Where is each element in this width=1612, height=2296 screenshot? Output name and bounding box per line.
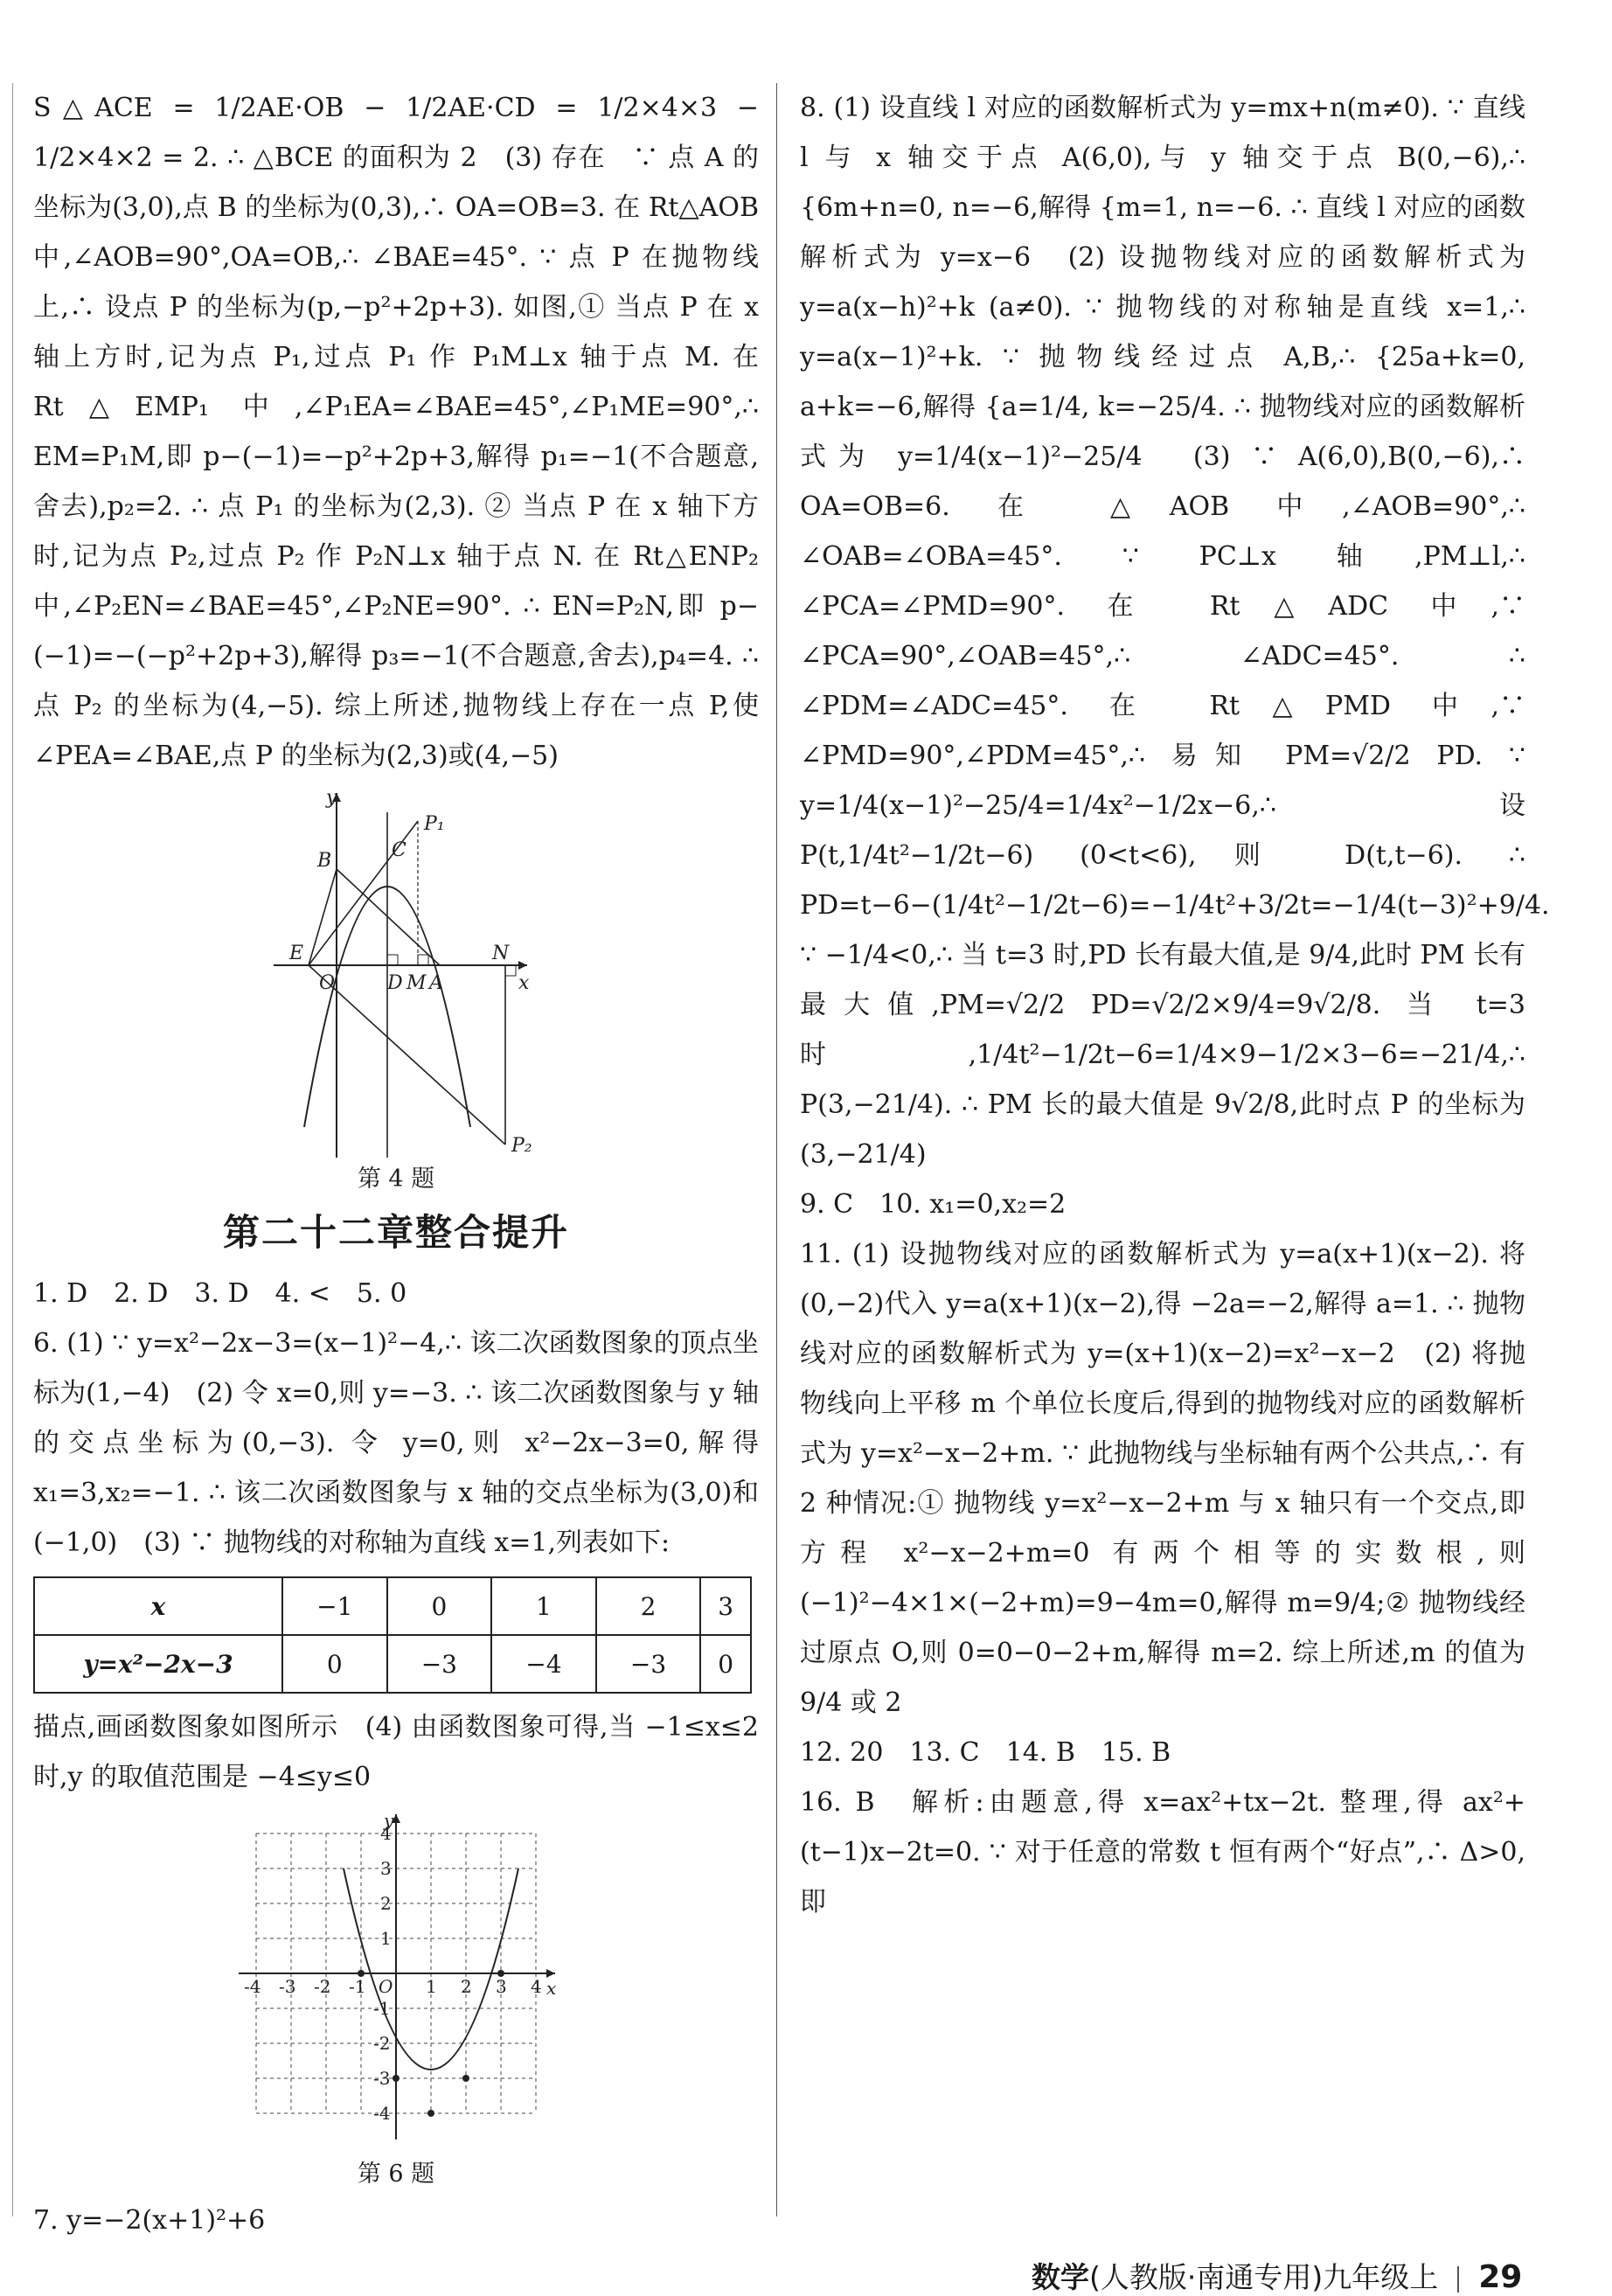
footer-grade: 九年级上 <box>1323 2260 1439 2294</box>
figure-4 <box>33 786 759 1197</box>
table-cell: −1 <box>282 1577 387 1635</box>
footer-separator <box>1457 2266 1459 2293</box>
left-margin-rule <box>12 83 13 2216</box>
chapter-title: 第二十二章整合提升 <box>222 1211 569 1254</box>
fig6-ytick: -2 <box>373 2033 391 2054</box>
fig4-label-d: D <box>387 972 403 994</box>
table-row-y <box>34 1635 751 1693</box>
q6-solution-text: 6. (1) ∵ y=x²−2x−3=(x−1)²−4,∴ 该二次函数图象的顶点坐标为(1,−4) (2) 令 x=0,则 y=−3. ∴ 该二次函数图象与 y 轴的交点坐标为(0,−3). 令 y=0,则 x²−2x−3=0,解得 x₁=3,x₂=−1. ∴ 该二次函数图象与 x 轴的交点坐标为(3,0)和(−1,0) (3) ∵ 抛物线的对称轴为直线 x=1,列表如下: <box>33 1328 759 1558</box>
footer-edition: (人教版·南通专用) <box>1089 2260 1324 2294</box>
fig4-label-x: x <box>518 972 530 994</box>
fig4-label-a: A <box>429 972 443 994</box>
fig4-label-o: O <box>319 972 336 994</box>
answers-9-10: 9. C 10. x₁=0,x₂=2 <box>800 1189 1067 1220</box>
fig6-xtick: -4 <box>244 1976 261 1997</box>
table-cell: 0 <box>282 1635 387 1693</box>
fig6-label-y: y <box>384 1810 394 1831</box>
fig6-ytick: 4 <box>380 1823 392 1844</box>
table-cell: −4 <box>491 1635 596 1693</box>
values-table <box>33 1576 752 1694</box>
fig6-xtick: 4 <box>531 1976 542 1997</box>
table-cell: y=x²−2x−3 <box>34 1635 282 1693</box>
figure-4-graph <box>256 786 536 1162</box>
page-footer <box>1032 2260 1522 2295</box>
fig6-label-o: O <box>379 1976 393 1997</box>
fig4-label-y: y <box>326 787 337 809</box>
q6-continued-text: 描点,画函数图象如图所示 (4) 由函数图象可得,当 −1≤x≤2 时,y 的取值范围是 −4≤y≤0 <box>33 1712 759 1792</box>
fig6-ytick: 3 <box>380 1858 392 1879</box>
fig6-xtick: 2 <box>461 1976 472 1997</box>
footer-subject: 数学 <box>1032 2260 1089 2294</box>
fig4-label-c: C <box>392 839 406 861</box>
page-number: 29 <box>1478 2259 1523 2295</box>
figure-4-caption: 第 4 题 <box>357 1165 435 1193</box>
table-cell: 0 <box>387 1577 492 1635</box>
fig6-xtick: -1 <box>349 1976 366 1997</box>
fig6-xtick: 3 <box>496 1976 507 1997</box>
fig4-label-b: B <box>317 850 332 872</box>
table-row-x <box>34 1577 751 1635</box>
fig4-label-e: E <box>289 943 304 964</box>
table-cell: −3 <box>596 1635 701 1693</box>
answers-1-5: 1. D 2. D 3. D 4. < 5. 0 <box>33 1278 407 1309</box>
q11-solution-text: 11. (1) 设抛物线对应的函数解析式为 y=a(x+1)(x−2). 将(0,−2)代入 y=a(x+1)(x−2),得 −2a=−2,解得 a=1. ∴ 抛物线对应的函数解析式为 y=(x+1)(x−2)=x²−x−2 (2) 将抛物线向上平移 m 个单位长度后,得到的抛物线对应的函数解析式为 y=x²−x−2+m. ∵ 此抛物线与坐标轴有两个公共点,∴ 有 2 种情况:① 抛物线 y=x²−x−2+m 与 x 轴只有一个交点,即方程 x²−x−2+m=0 有两个相等的实数根,则 (−1)²−4×1×(−2+m)=9−4m=0,解得 m=9/4;② 抛物线经过原点 O,则 0=0−0−2+m,解得 m=2. 综上所述,m 的值为 9/4 或 2 <box>800 1239 1525 1718</box>
fig6-ytick: -4 <box>373 2103 391 2124</box>
fig6-xtick: -3 <box>279 1976 296 1997</box>
figure-6-graph <box>230 1807 562 2157</box>
fig6-xtick: -2 <box>314 1976 331 1997</box>
fig6-ytick: 2 <box>380 1893 392 1914</box>
fig6-ytick: -1 <box>373 1998 391 2019</box>
column-divider <box>776 83 777 2216</box>
fig4-label-n: N <box>492 943 510 964</box>
q4-solution-text: S△ACE = 1/2AE·OB − 1/2AE·CD = 1/2×4×3 − 1/2×4×2 = 2. ∴ △BCE 的面积为 2 (3) 存在 ∵ 点 A 的坐标为(3,0),点 B 的坐标为(0,3),∴ OA=OB=3. 在 Rt△AOB 中,∠AOB=90°,OA=OB,∴ ∠BAE=45°. ∵ 点 P 在抛物线上,∴ 设点 P 的坐标为(p,−p²+2p+3). 如图,① 当点 P 在 x 轴上方时,记为点 P₁,过点 P₁ 作 P₁M⊥x 轴于点 M. 在 Rt△EMP₁ 中,∠P₁EA=∠BAE=45°,∠P₁ME=90°,∴ EM=P₁M,即 p−(−1)=−p²+2p+3,解得 p₁=−1(不合题意,舍去),p₂=2. ∴ 点 P₁ 的坐标为(2,3). ② 当点 P 在 x 轴下方时,记为点 P₂,过点 P₂ 作 P₂N⊥x 轴于点 N. 在 Rt△ENP₂ 中,∠P₂EN=∠BAE=45°,∠P₂NE=90°. ∴ EN=P₂N,即 p−(−1)=−(−p²+2p+3),解得 p₃=−1(不合题意,舍去),p₄=4. ∴ 点 P₂ 的坐标为(4,−5). 综上所述,抛物线上存在一点 P,使 ∠PEA=∠BAE,点 P 的坐标为(2,3)或(4,−5) <box>33 93 759 771</box>
fig6-ytick: 1 <box>380 1928 392 1949</box>
fig6-ytick: -3 <box>373 2068 391 2089</box>
figure-6-caption: 第 6 题 <box>357 2160 435 2188</box>
q8-solution-text: 8. (1) 设直线 l 对应的函数解析式为 y=mx+n(m≠0). ∵ 直线 l 与 x 轴交于点 A(6,0),与 y 轴交于点 B(0,−6),∴ {6m+n=0, n=−6,解得 {m=1, n=−6. ∴ 直线 l 对应的函数解析式为 y=x−6 (2) 设抛物线对应的函数解析式为 y=a(x−h)²+k (a≠0). ∵ 抛物线的对称轴是直线 x=1,∴ y=a(x−1)²+k. ∵ 抛物线经过点 A,B,∴ {25a+k=0, a+k=−6,解得 {a=1/4, k=−25/4. ∴ 抛物线对应的函数解析式为 y=1/4(x−1)²−25/4 (3) ∵ A(6,0),B(0,−6),∴ OA=OB=6. 在 △AOB 中,∠AOB=90°,∴ ∠OAB=∠OBA=45°. ∵ PC⊥x 轴,PM⊥l,∴ ∠PCA=∠PMD=90°. 在 Rt△ADC 中,∵ ∠PCA=90°,∠OAB=45°,∴ ∠ADC=45°. ∴ ∠PDM=∠ADC=45°. 在 Rt△PMD 中,∵ ∠PMD=90°,∠PDM=45°,∴ 易知 PM=√2/2 PD. ∵ y=1/4(x−1)²−25/4=1/4x²−1/2x−6,∴ 设 P(t,1/4t²−1/2t−6) (0<t<6),则 D(t,t−6). ∴ PD=t−6−(1/4t²−1/2t−6)=−1/4t²+3/2t=−1/4(t−3)²+9/4. ∵ −1/4<0,∴ 当 t=3 时,PD 长有最大值,是 9/4,此时 PM 长有最大值,PM=√2/2 PD=√2/2×9/4=9√2/8. 当 t=3 时,1/4t²−1/2t−6=1/4×9−1/2×3−6=−21/4,∴ P(3,−21/4). ∴ PM 长的最大值是 9√2/8,此时点 P 的坐标为(3,−21/4) <box>800 93 1550 1170</box>
left-column <box>33 83 759 2245</box>
answers-12-15: 12. 20 13. C 14. B 15. B <box>800 1737 1171 1768</box>
table-cell: x <box>34 1577 282 1635</box>
table-cell: 0 <box>700 1635 751 1693</box>
right-column <box>800 83 1550 1927</box>
fig6-xtick: 1 <box>426 1976 437 1997</box>
fig4-label-p2: P₂ <box>511 1135 532 1157</box>
fig6-label-x: x <box>546 1978 557 1999</box>
table-cell: −3 <box>387 1635 492 1693</box>
fig4-label-p1: P₁ <box>424 813 445 835</box>
figure-6 <box>33 1807 759 2192</box>
table-cell: 2 <box>596 1577 701 1635</box>
table-cell: 1 <box>491 1577 596 1635</box>
table-cell: 3 <box>700 1577 751 1635</box>
q16-solution-text: 16. B 解析:由题意,得 x=ax²+tx−2t. 整理,得 ax²+(t−1)x−2t=0. ∵ 对于任意的常数 t 恒有两个“好点”,∴ Δ>0,即 <box>800 1787 1525 1917</box>
q7-answer: 7. y=−2(x+1)²+6 <box>33 2205 266 2236</box>
fig4-label-m: M <box>406 972 427 994</box>
